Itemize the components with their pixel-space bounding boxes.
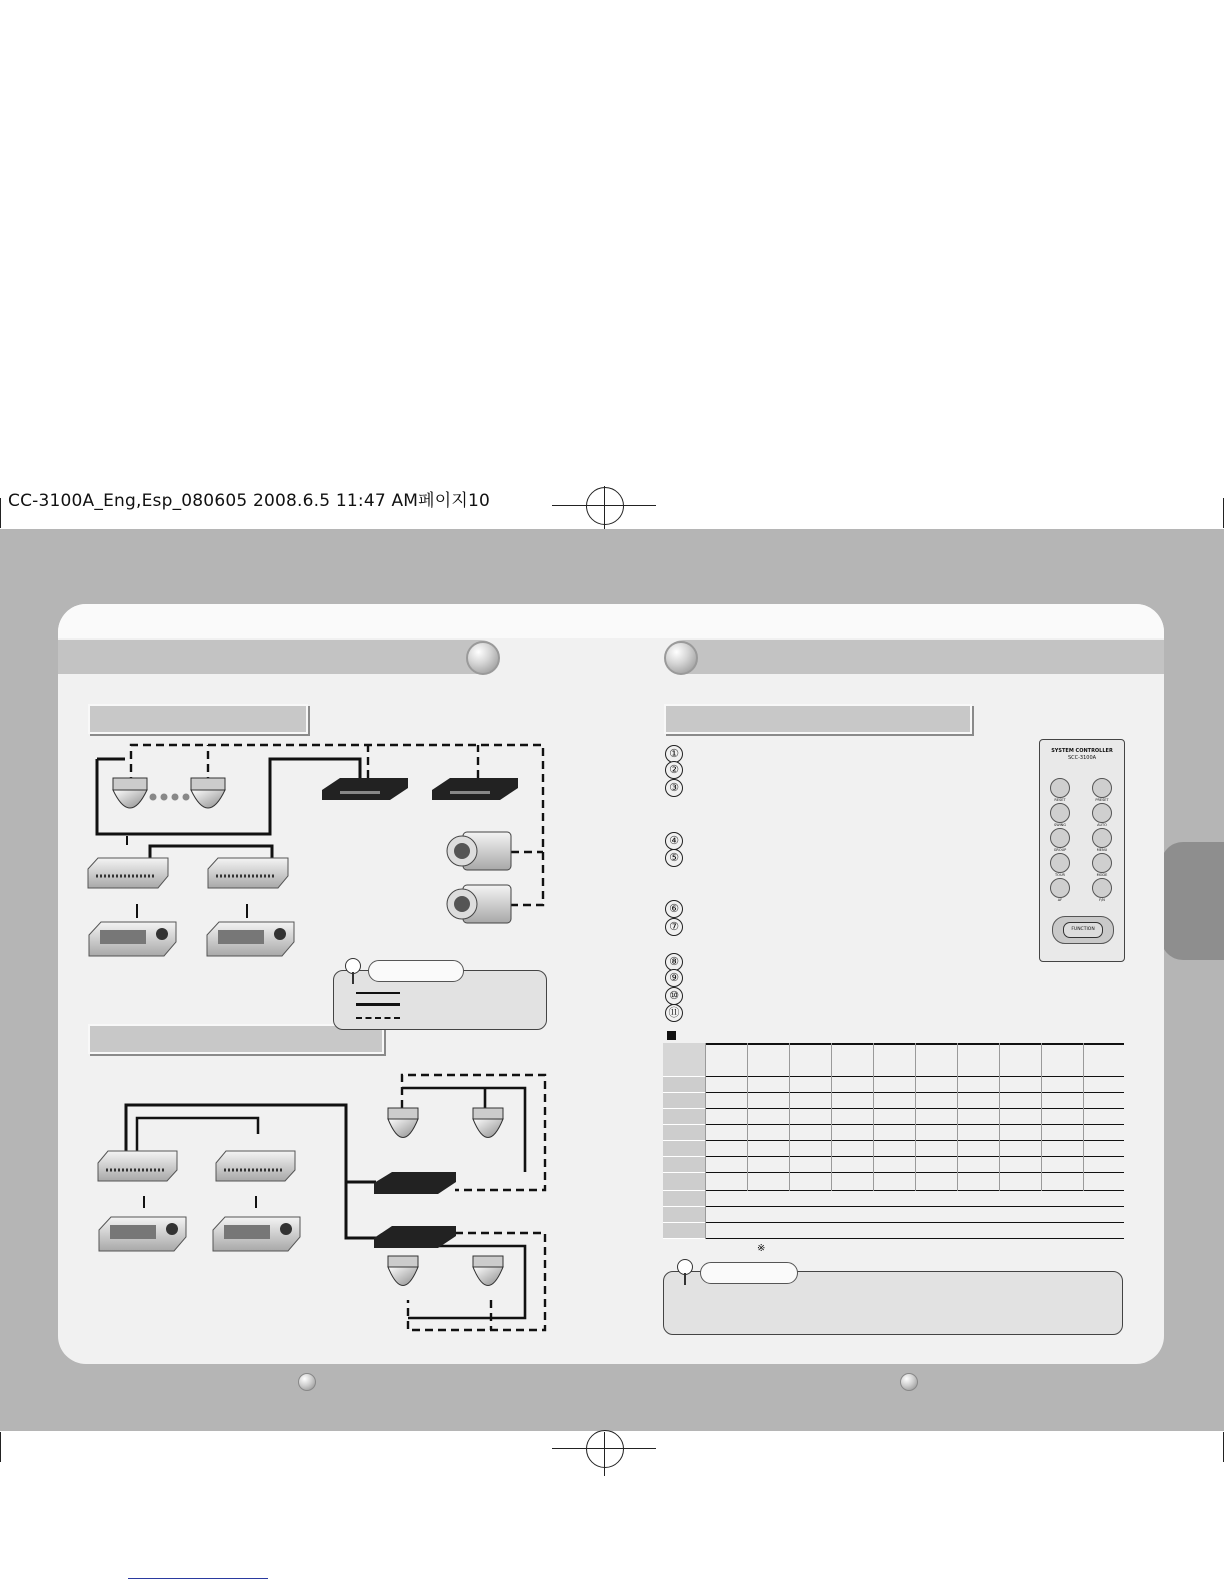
table-cell-divider xyxy=(873,1043,874,1077)
page-dot-icon xyxy=(298,1373,316,1391)
table-cell-divider xyxy=(999,1125,1000,1141)
feature-number-6: ⑥ xyxy=(665,900,683,918)
table-cell-divider xyxy=(1041,1125,1042,1141)
table-cell-divider xyxy=(999,1093,1000,1109)
table-row-label-cell xyxy=(663,1173,705,1191)
crop-mark-left-bottom xyxy=(0,1432,1,1462)
remote-button-label: AF xyxy=(1057,898,1063,902)
table-row-label-cell xyxy=(663,1109,705,1125)
table-cell-divider xyxy=(831,1125,832,1141)
remote-button-swing[interactable] xyxy=(1050,803,1070,827)
ptz-dome-camera-icon xyxy=(113,778,147,808)
table-row-label-cell xyxy=(663,1223,705,1239)
bottom-note-label-pill xyxy=(700,1262,798,1284)
table-cell-divider xyxy=(1083,1109,1084,1125)
table-cell-divider xyxy=(915,1141,916,1157)
table-cell-divider xyxy=(789,1077,790,1093)
legend-solid-thick-line xyxy=(356,1003,400,1006)
ptz-dome-camera-icon xyxy=(191,778,225,808)
table-cell-divider xyxy=(831,1109,832,1125)
table-cell-divider xyxy=(705,1223,706,1239)
table-cell-divider xyxy=(1083,1173,1084,1191)
remote-function-label: FUNCTION xyxy=(1063,922,1103,938)
table-cell-divider xyxy=(1041,1093,1042,1109)
remote-button-mode[interactable] xyxy=(1092,853,1112,877)
table-cell-divider xyxy=(957,1125,958,1141)
table-cell-divider xyxy=(705,1157,706,1173)
table-cell-divider xyxy=(831,1077,832,1093)
table-cell-divider xyxy=(705,1125,706,1141)
table-cell-divider xyxy=(789,1043,790,1077)
table-cell-divider xyxy=(705,1093,706,1109)
keyboard-controller-icon xyxy=(213,1217,300,1251)
box-camera-icon xyxy=(447,832,511,870)
table-cell-divider xyxy=(747,1141,748,1157)
keyboard-controller-icon xyxy=(207,922,294,956)
table-cell-divider xyxy=(789,1125,790,1141)
table-cell-divider xyxy=(915,1043,916,1077)
table-cell-divider xyxy=(999,1141,1000,1157)
legend-solid-thin-line xyxy=(356,992,400,994)
table-cell-divider xyxy=(831,1157,832,1173)
table-cell-divider xyxy=(915,1077,916,1093)
table-cell-divider xyxy=(915,1093,916,1109)
table-cell-divider xyxy=(1083,1077,1084,1093)
table-cell-divider xyxy=(747,1109,748,1125)
table-cell-divider xyxy=(957,1141,958,1157)
table-row-label-cell xyxy=(663,1093,705,1109)
table-cell-divider xyxy=(831,1093,832,1109)
table-cell-divider xyxy=(957,1109,958,1125)
remote-button-label: AUTO xyxy=(1097,823,1107,827)
print-slug: CC-3100A_Eng,Esp_080605 2008.6.5 11:47 AM페이지10 xyxy=(8,491,491,511)
remote-button-label: MODE xyxy=(1096,873,1108,877)
table-cell-divider xyxy=(1083,1093,1084,1109)
table-cell-divider xyxy=(873,1093,874,1109)
table-row-label-cell xyxy=(663,1077,705,1093)
remote-function-button[interactable] xyxy=(1052,916,1114,944)
keyboard-controller-icon xyxy=(99,1217,186,1251)
table-cell-divider xyxy=(873,1125,874,1141)
dvr-recorder-icon xyxy=(374,1172,456,1194)
table-cell-divider xyxy=(789,1093,790,1109)
table-cell-divider xyxy=(747,1173,748,1191)
page-dot-icon xyxy=(900,1373,918,1391)
feature-number-1: ① xyxy=(665,745,683,763)
note-reference-mark: ※ xyxy=(757,1243,766,1254)
remote-model: SCC-3100A xyxy=(1067,755,1097,761)
table-cell-divider xyxy=(957,1157,958,1173)
remote-button-menu[interactable] xyxy=(1092,828,1112,852)
table-cell-divider xyxy=(999,1077,1000,1093)
remote-button-reset[interactable] xyxy=(1050,778,1070,802)
table-cell-divider xyxy=(1041,1157,1042,1173)
note-pin-stem xyxy=(352,972,354,984)
feature-number-11: ⑪ xyxy=(665,1004,683,1022)
remote-controller-illustration xyxy=(1039,739,1125,962)
table-cell-divider xyxy=(831,1043,832,1077)
table-cell-divider xyxy=(789,1173,790,1191)
remote-button-label: RESET xyxy=(1054,798,1066,802)
distributor-icon xyxy=(216,1151,295,1181)
table-cell-divider xyxy=(789,1157,790,1173)
table-cell-divider xyxy=(957,1077,958,1093)
table-cell-divider xyxy=(1041,1109,1042,1125)
table-cell-divider xyxy=(957,1093,958,1109)
table-cell-divider xyxy=(957,1173,958,1191)
remote-button-f-n[interactable] xyxy=(1092,878,1112,902)
table-cell-divider xyxy=(1041,1077,1042,1093)
ptz-dome-camera-icon xyxy=(388,1256,418,1286)
remote-button-label: MENU xyxy=(1096,848,1108,852)
bottom-edge-underline xyxy=(128,1578,268,1579)
table-cell-divider xyxy=(705,1109,706,1125)
remote-button-auto[interactable] xyxy=(1092,803,1112,827)
table-cell-divider xyxy=(999,1043,1000,1077)
feature-number-7: ⑦ xyxy=(665,918,683,936)
table-cell-divider xyxy=(873,1157,874,1173)
note-pin-stem xyxy=(684,1273,686,1285)
table-row-label-cell xyxy=(663,1125,705,1141)
table-cell-divider xyxy=(915,1157,916,1173)
keyboard-controller-icon xyxy=(89,922,176,956)
table-cell-divider xyxy=(705,1043,706,1077)
table-cell-divider xyxy=(873,1173,874,1191)
table-cell-divider xyxy=(999,1173,1000,1191)
box-camera-icon xyxy=(447,885,511,923)
feature-number-4: ④ xyxy=(665,832,683,850)
table-cell-divider xyxy=(1083,1141,1084,1157)
distributor-icon xyxy=(88,858,168,888)
ptz-dome-camera-icon xyxy=(473,1256,503,1286)
table-cell-divider xyxy=(873,1077,874,1093)
table-cell-divider xyxy=(831,1141,832,1157)
table-row xyxy=(705,1238,1124,1239)
dvr-recorder-icon xyxy=(432,778,518,800)
table-cell-divider xyxy=(873,1141,874,1157)
table-cell-divider xyxy=(747,1157,748,1173)
remote-button-label: TOUR xyxy=(1055,873,1065,877)
feature-number-8: ⑧ xyxy=(665,953,683,971)
table-cell-divider xyxy=(705,1173,706,1191)
ptz-dome-camera-icon xyxy=(388,1108,418,1138)
table-cell-divider xyxy=(957,1043,958,1077)
feature-number-2: ② xyxy=(665,761,683,779)
remote-button-label: GROUP xyxy=(1053,848,1067,852)
table-cell-divider xyxy=(999,1109,1000,1125)
table-marker-square xyxy=(667,1031,676,1040)
feature-number-10: ⑩ xyxy=(665,987,683,1005)
remote-title: SYSTEM CONTROLLER xyxy=(1051,748,1113,754)
table-cell-divider xyxy=(789,1109,790,1125)
table-cell-divider xyxy=(1083,1125,1084,1141)
table-cell-divider xyxy=(1041,1173,1042,1191)
remote-button-af[interactable] xyxy=(1050,878,1070,902)
legend-note-label-pill xyxy=(368,960,464,982)
ptz-dome-camera-icon xyxy=(473,1108,503,1138)
table-row xyxy=(705,1222,1124,1223)
dvr-recorder-icon xyxy=(322,778,408,800)
table-cell-divider xyxy=(705,1077,706,1093)
table-cell-divider xyxy=(999,1157,1000,1173)
table-cell-divider xyxy=(747,1077,748,1093)
registration-circle-bottom xyxy=(586,1430,624,1468)
remote-button-preset[interactable] xyxy=(1092,778,1112,802)
distributor-icon xyxy=(98,1151,177,1181)
table-cell-divider xyxy=(915,1125,916,1141)
remote-button-label: F/N xyxy=(1099,898,1105,902)
table-cell-divider xyxy=(915,1173,916,1191)
table-cell-divider xyxy=(1083,1157,1084,1173)
table-cell-divider xyxy=(831,1173,832,1191)
chain-dots xyxy=(150,794,190,801)
table-row-label-cell xyxy=(663,1207,705,1223)
table-cell-divider xyxy=(747,1093,748,1109)
table-row-label-cell xyxy=(663,1191,705,1207)
table-row-label-cell xyxy=(663,1157,705,1173)
feature-number-5: ⑤ xyxy=(665,849,683,867)
remote-button-tour[interactable] xyxy=(1050,853,1070,877)
table-cell-divider xyxy=(705,1191,706,1207)
table-top-rule xyxy=(663,1043,1124,1045)
table-cell-divider xyxy=(789,1141,790,1157)
table-cell-divider xyxy=(1041,1141,1042,1157)
table-cell-divider xyxy=(747,1125,748,1141)
remote-button-group[interactable] xyxy=(1050,828,1070,852)
remote-button-label: SWING xyxy=(1053,823,1067,827)
remote-button-label: PRESET xyxy=(1095,798,1109,802)
table-cell-divider xyxy=(747,1043,748,1077)
feature-number-9: ⑨ xyxy=(665,969,683,987)
legend-dashed-line xyxy=(356,1017,400,1019)
table-row xyxy=(705,1206,1124,1207)
distributor-icon xyxy=(208,858,288,888)
table-row-label-cell xyxy=(663,1141,705,1157)
table-cell-divider xyxy=(873,1109,874,1125)
table-cell-divider xyxy=(915,1109,916,1125)
table-cell-divider xyxy=(1041,1043,1042,1077)
table-row-label-cell xyxy=(663,1043,705,1077)
feature-number-3: ③ xyxy=(665,779,683,797)
table-cell-divider xyxy=(705,1207,706,1223)
table-cell-divider xyxy=(1083,1043,1084,1077)
table-cell-divider xyxy=(705,1141,706,1157)
